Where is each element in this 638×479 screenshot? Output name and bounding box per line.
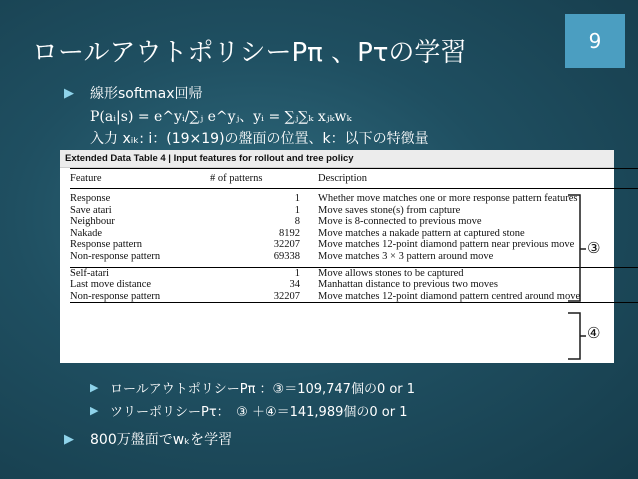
table-caption: Extended Data Table 4 | Input features for rollout and tree policy bbox=[60, 150, 614, 168]
table-row bbox=[70, 193, 638, 205]
table-row bbox=[70, 291, 638, 303]
feature-table bbox=[60, 150, 614, 363]
count-cell: 32207 bbox=[273, 239, 300, 251]
description-cell: Move saves stone(s) from capture bbox=[318, 204, 461, 216]
final-bullet: 800万盤面でwₖを学習 bbox=[90, 432, 233, 448]
description-cell: Move matches 12-point diamond pattern centred around move bbox=[318, 291, 638, 303]
rollout-policy-line: ロールアウトポリシーPπ ：③＝109,747個の0 or 1 bbox=[110, 382, 416, 397]
description-cell: Move matches 3 × 3 pattern around move bbox=[318, 250, 494, 262]
feature-cell: Response bbox=[70, 193, 111, 204]
description-cell: Move matches 12-point diamond pattern near previous move bbox=[318, 239, 575, 251]
table-row bbox=[70, 228, 638, 240]
header-patterns: # of patterns bbox=[210, 169, 318, 189]
feature-cell: Non-response pattern bbox=[70, 250, 161, 262]
count-cell: 1 bbox=[294, 193, 300, 204]
bullet-arrow-icon: ▶ bbox=[64, 432, 74, 447]
feature-cell: Nakade bbox=[70, 227, 103, 239]
bracket-group1 bbox=[568, 195, 580, 301]
formula-line: P(aᵢ|s) = e^yᵢ/∑ⱼ e^yⱼ、yᵢ = ∑ⱼ∑ₖ xⱼₖwₖ bbox=[90, 109, 352, 125]
count-cell: 34 bbox=[289, 279, 300, 291]
table-row bbox=[70, 216, 638, 228]
table-row bbox=[70, 205, 638, 217]
table-row bbox=[70, 239, 638, 251]
feature-cell: Non-response pattern bbox=[70, 291, 210, 303]
slide-number: 9 bbox=[565, 14, 625, 68]
bullet-arrow-icon: ▶ bbox=[64, 86, 74, 101]
description-cell: Move allows stones to be captured bbox=[318, 267, 638, 279]
feature-cell: Save atari bbox=[70, 204, 112, 216]
count-cell: 1 bbox=[210, 267, 318, 279]
description-cell: Manhattan distance to previous two moves bbox=[318, 279, 498, 291]
sub-bullet-arrow-icon: ▶ bbox=[90, 381, 99, 394]
feature-cell: Self-atari bbox=[70, 267, 210, 279]
description-cell: Move matches a nakade pattern at captured stone bbox=[318, 227, 525, 239]
feature-cell: Neighbour bbox=[70, 216, 115, 228]
count-cell: 8 bbox=[294, 216, 300, 228]
tree-policy-line: ツリーポリシーPτ： ③ ＋④＝141,989個の0 or 1 bbox=[110, 405, 408, 420]
bracket-group2 bbox=[568, 313, 580, 359]
count-cell: 32207 bbox=[210, 291, 318, 303]
header-description: Description bbox=[318, 169, 638, 189]
description-cell: Whether move matches one or more response pattern features bbox=[318, 193, 578, 204]
count-cell: 1 bbox=[294, 204, 300, 216]
table-row bbox=[70, 279, 638, 291]
sub-bullet-arrow-icon: ▶ bbox=[90, 404, 99, 417]
tag-group2: ④ bbox=[587, 324, 601, 342]
header-feature: Feature bbox=[70, 169, 210, 189]
count-cell: 8192 bbox=[279, 227, 300, 239]
bullet-softmax: 線形softmax回帰 bbox=[90, 86, 203, 102]
slide-title: ロールアウトポリシーPπ 、Pτの学習 bbox=[32, 38, 467, 68]
feature-cell: Last move distance bbox=[70, 279, 152, 291]
table-row bbox=[70, 267, 638, 279]
tag-group1: ③ bbox=[587, 239, 601, 257]
table-row bbox=[70, 251, 638, 263]
description-cell: Move is 8-connected to previous move bbox=[318, 216, 482, 228]
input-definition: 入力 xᵢₖ: i：(19×19)の盤面の位置、k：以下の特徴量 bbox=[90, 131, 429, 147]
feature-cell: Response pattern bbox=[70, 239, 143, 251]
table-header-row bbox=[70, 169, 638, 189]
count-cell: 69338 bbox=[273, 250, 300, 262]
